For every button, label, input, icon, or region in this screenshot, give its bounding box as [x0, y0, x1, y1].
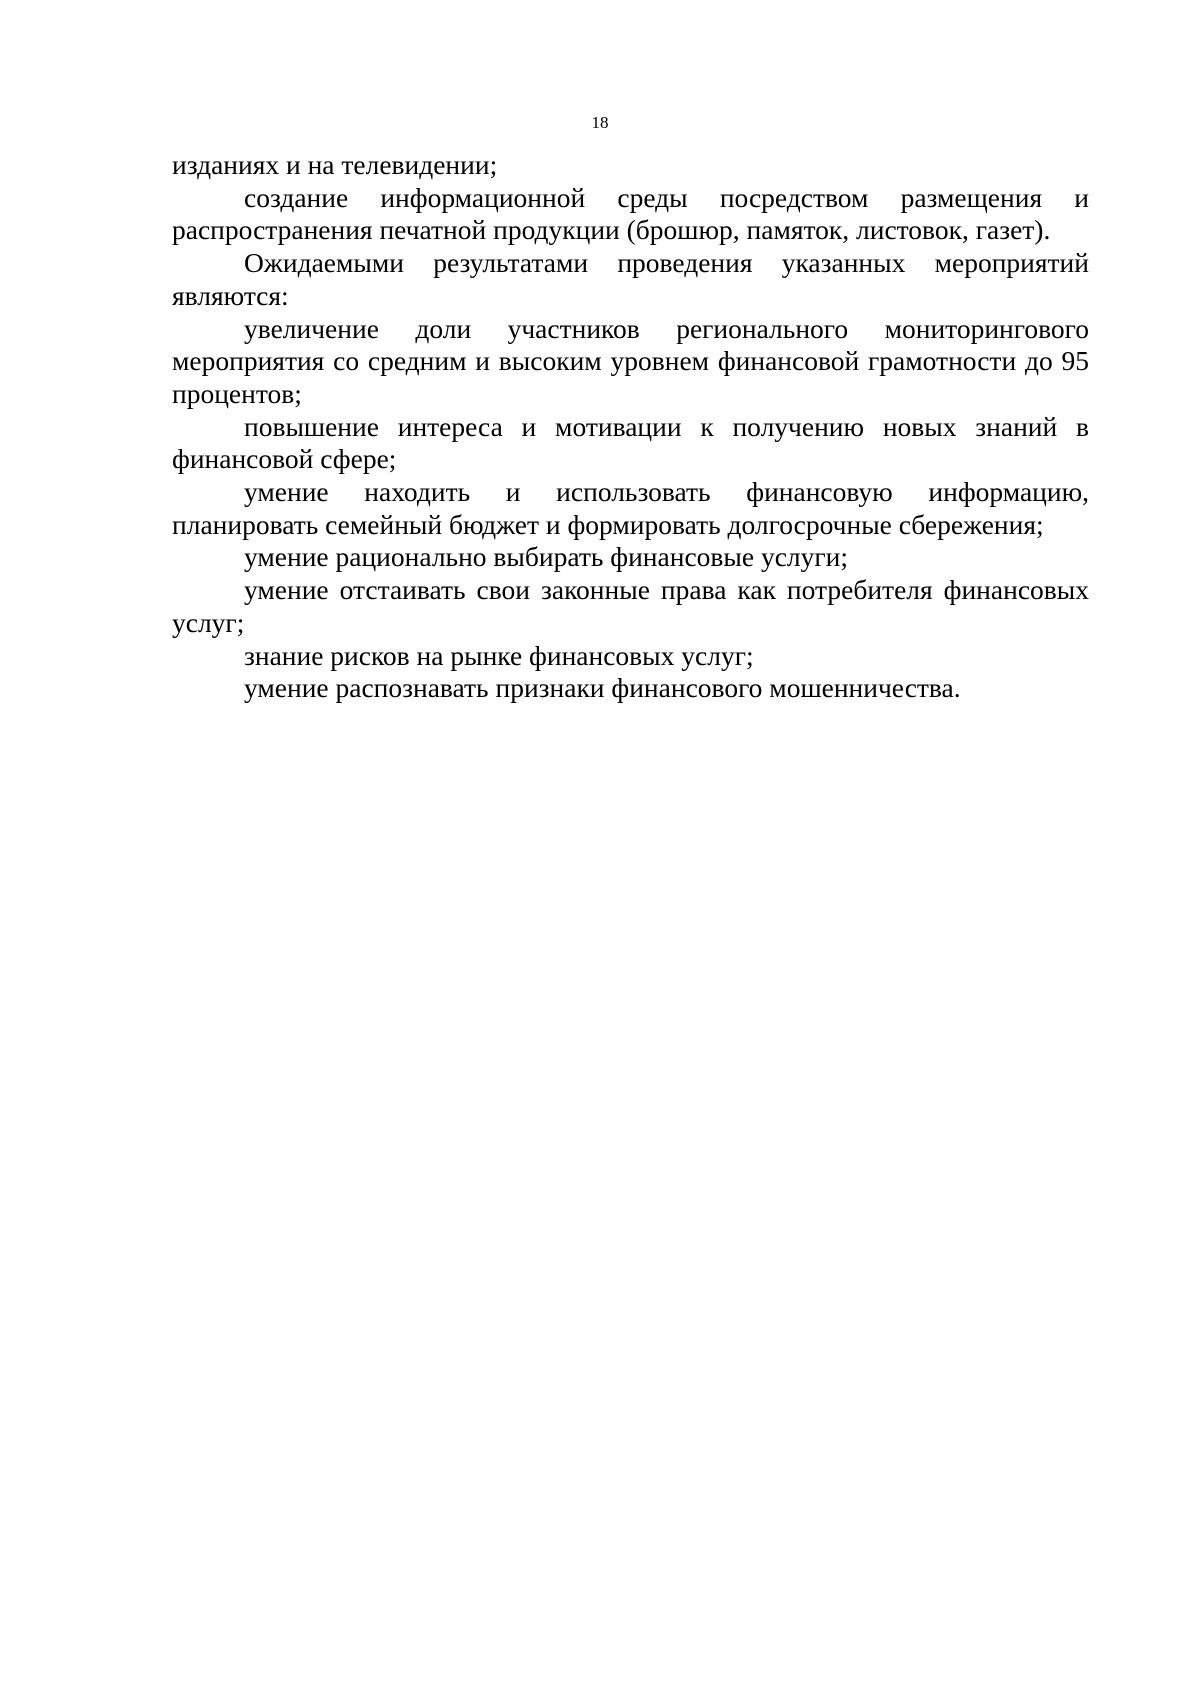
list-item: увеличение доли участников регионального мониторингового мероприятия со средним и высоким уровнем финансовой грамотности до 95 процентов; — [172, 312, 1089, 409]
paragraph: создание информационной среды посредством размещения и распространения печатной продукции (брошюр, памяток, листовок, газет). — [172, 181, 1089, 246]
paragraph-continuation: изданиях и на телевидении; — [172, 149, 498, 180]
paragraph: Ожидаемыми результатами проведения указанных мероприятий являются: — [172, 247, 1089, 311]
list-item: умение распознавать признаки финансового мошенничества. — [244, 672, 961, 704]
list-item: повышение интереса и мотивации к получению новых знаний в финансовой сфере; — [172, 410, 1089, 475]
document-body — [172, 149, 1089, 705]
list-item: умение отстаивать свои законные права как потребителя финансовых услуг; — [172, 574, 1089, 638]
list-item: умение находить и использовать финансовую информацию, планировать семейный бюджет и формировать долгосрочные сбережения; — [172, 476, 1089, 540]
list-item: знание рисков на рынке финансовых услуг; — [244, 639, 754, 671]
list-item: умение рационально выбирать финансовые услуги; — [244, 541, 849, 573]
page-number: 18 — [591, 113, 609, 132]
